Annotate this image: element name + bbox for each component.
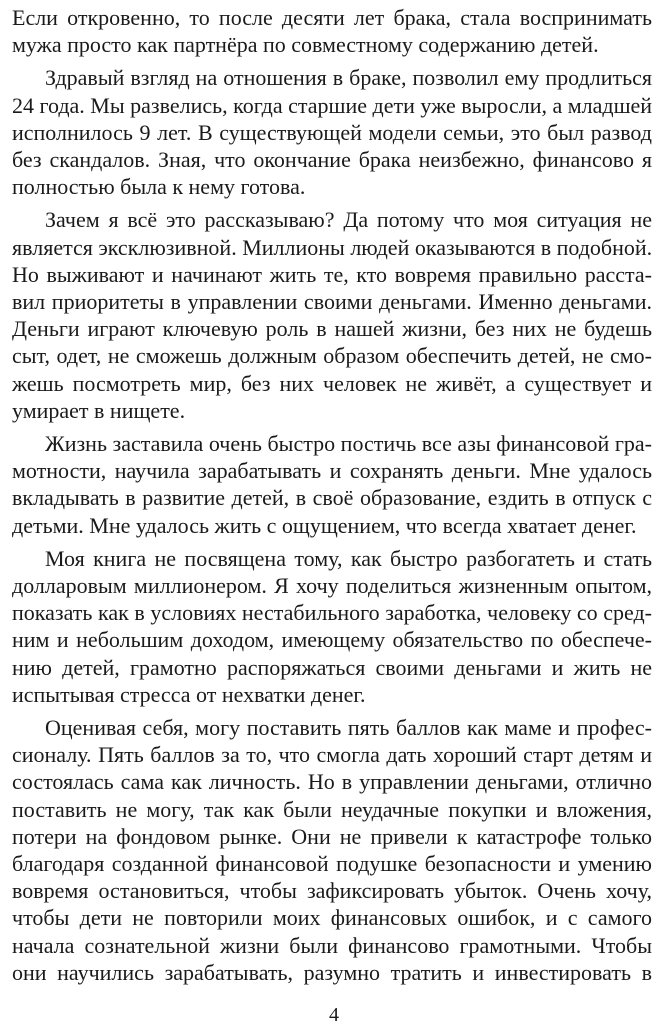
text-line: поставить не могу, так как были неудачные покупки и вложения, xyxy=(12,797,652,822)
text-line: умирает в нищете. xyxy=(12,398,186,423)
text-line: без скандалов. Зная, что окончание брака неизбежно, финансово я xyxy=(12,147,652,172)
text-line: сыт, одет, не сможешь должным образом обеспечить детей, не смо- xyxy=(12,343,652,368)
text-line: исполнилось 9 лет. В существующей модели семьи, это был развод xyxy=(12,120,652,145)
text-line: чтобы дети не повторили моих финансовых ошибок, и с самого xyxy=(12,905,652,930)
text-line: долларовым миллионером. Я хочу поделиться жизненным опытом, xyxy=(12,573,652,598)
text-line: вовремя остановиться, чтобы зафиксировать убыток. Очень хочу, xyxy=(12,878,652,903)
text-line: детьми. Мне удалось жить с ощущением, что всегда хватает денег. xyxy=(12,513,637,538)
text-line: сионалу. Пять баллов за то, что смогла дать хороший старт детям и xyxy=(12,742,652,767)
text-line: 24 года. Мы развелись, когда старшие дети уже выросли, а младшей xyxy=(12,93,653,118)
text-line: ним и небольшим доходом, имеющему обязательство по обеспече- xyxy=(12,627,652,652)
text-line: Если откровенно, то после десяти лет брака, стала воспринимать xyxy=(12,5,652,30)
text-line: показать как в условиях нестабильного заработка, человеку со сред- xyxy=(12,600,652,625)
text-line: Моя книга не посвящена тому, как быстро разбогатеть и стать xyxy=(45,546,652,571)
text-line: Зачем я всё это рассказываю? Да потому что моя ситуация не xyxy=(45,207,652,232)
text-line: мотности, научила зарабатывать и сохранять деньги. Мне удалось xyxy=(12,458,652,483)
text-line: испытывая стресса от нехватки денег. xyxy=(12,682,366,707)
text-line: вкладывать в развитие детей, в своё образование, ездить в отпуск с xyxy=(12,485,652,510)
text-line: Здравый взгляд на отношения в браке, позволил ему продлиться xyxy=(45,65,652,90)
text-line: мужа просто как партнёра по совместному содержанию детей. xyxy=(12,32,599,57)
text-line: Деньги играют ключевую роль в нашей жизни, без них не будешь xyxy=(12,316,652,341)
text-line: нию детей, грамотно распоряжаться своими деньгами и жить не xyxy=(12,655,652,680)
text-line: является эксклюзивной. Миллионы людей оказываются в подобной. xyxy=(12,235,653,260)
text-line: жешь посмотреть мир, без них человек не живёт, а существует и xyxy=(12,371,652,396)
text-line: благодаря созданной финансовой подушке безопасности и умению xyxy=(12,851,652,876)
text-line: начала сознательной жизни были финансово грамотными. Чтобы xyxy=(12,933,652,958)
text-line: Но выживают и начинают жить те, кто вовремя правильно расста- xyxy=(12,262,652,287)
text-line: потери на фондовом рынке. Они не привели к катастрофе только xyxy=(12,824,652,849)
text-line: Оценивая себя, могу поставить пять баллов как маме и профес- xyxy=(45,715,652,740)
text-line: состоялась сама как личность. Но в управлении деньгами, отлично xyxy=(12,769,652,794)
text-line: они научились зарабатывать, разумно тратить и инвестировать в xyxy=(12,960,652,985)
text-line: Жизнь заставила очень быстро постичь все азы финансовой гра- xyxy=(45,431,652,456)
text-line: вил приоритеты в управлении своими деньгами. Именно деньгами. xyxy=(12,289,652,314)
page-number: 4 xyxy=(329,1004,339,1026)
text-line: полностью была к нему готова. xyxy=(12,174,306,199)
